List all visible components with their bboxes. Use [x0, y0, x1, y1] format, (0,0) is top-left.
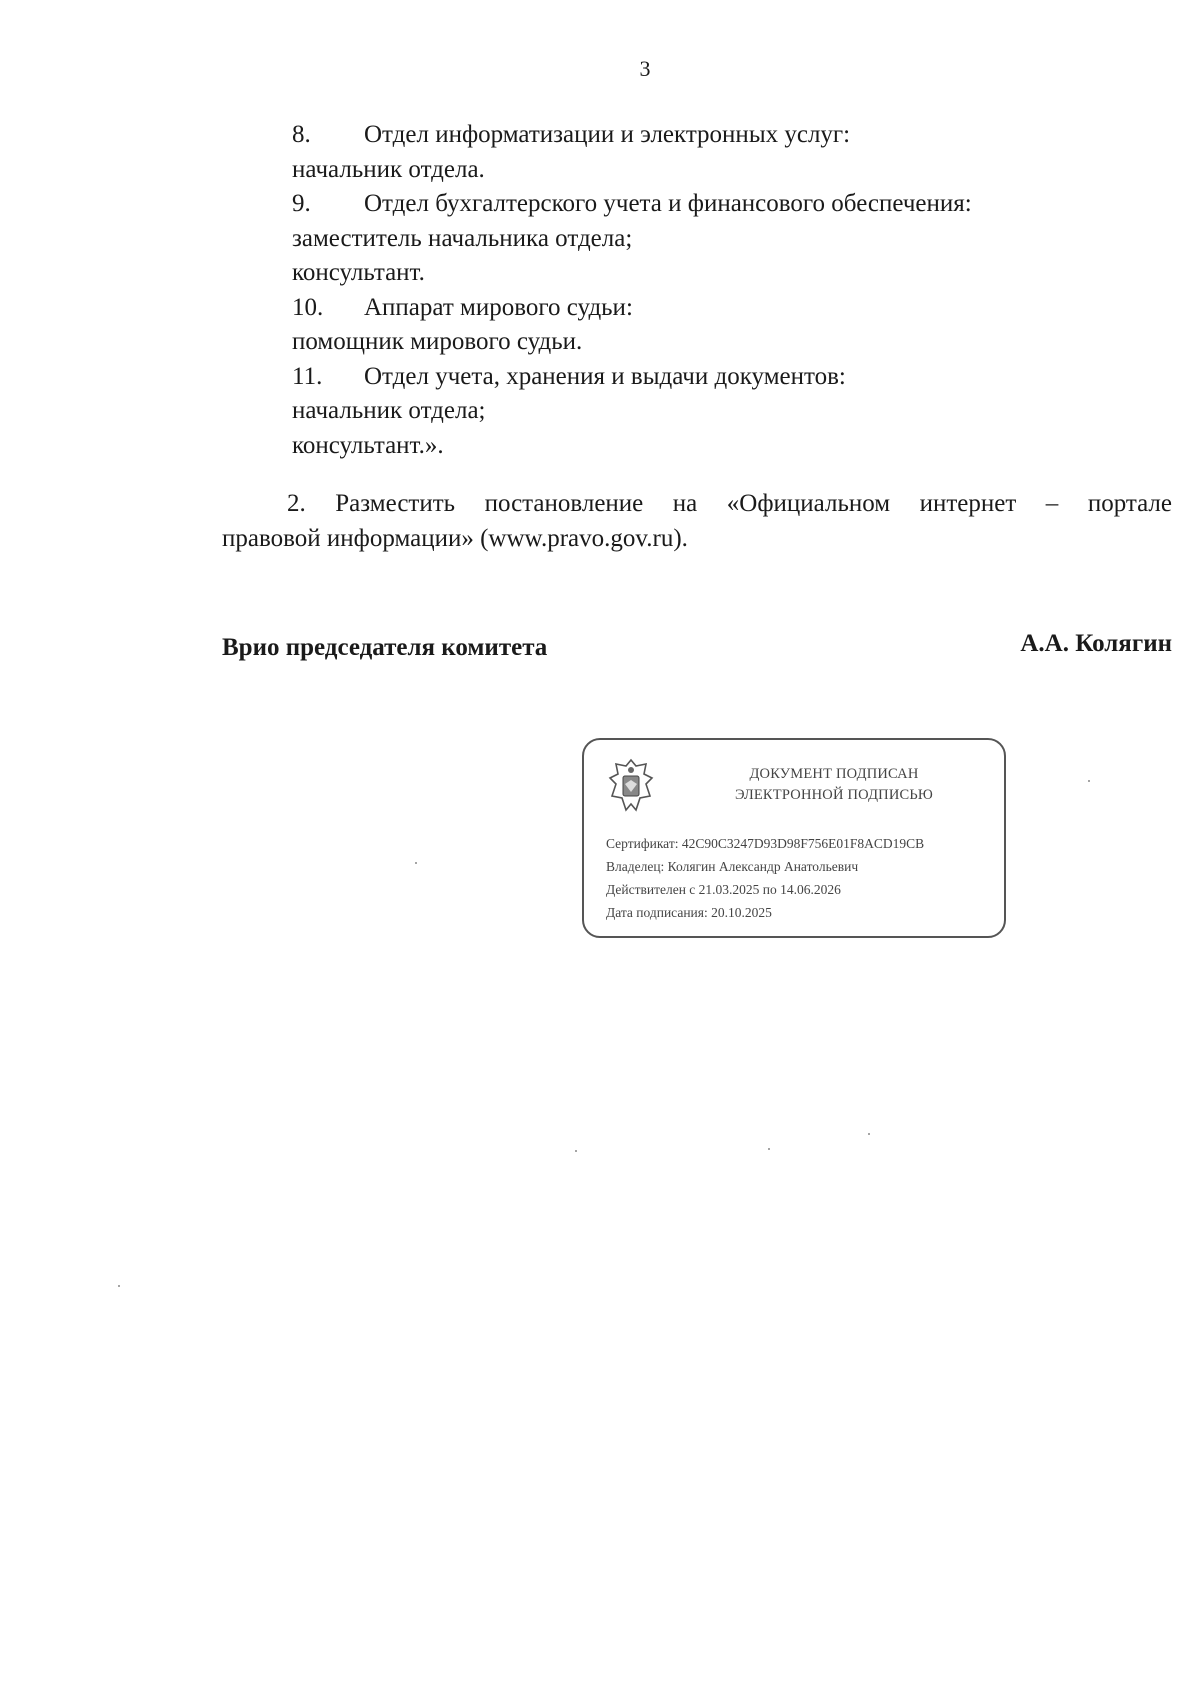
list-item [292, 118, 972, 153]
signatory-name: А.А. Колягин [1020, 630, 1172, 657]
publication-paragraph [222, 486, 1172, 556]
position-list [292, 118, 972, 463]
list-item-text: Отдел информатизации и электронных услуг: [364, 121, 851, 148]
scan-speck [1088, 780, 1090, 782]
list-item-text: Отдел бухгалтерского учета и финансового обеспечения: [364, 190, 972, 217]
scan-speck [118, 1285, 120, 1287]
list-item [292, 187, 972, 222]
paragraph-line: 2. Разместить постановление на «Официальном интернет – портале [287, 490, 1172, 517]
list-item-text: Отдел учета, хранения и выдачи документов: [364, 362, 846, 390]
list-item-number: 9. [292, 190, 311, 217]
scan-speck [768, 1148, 770, 1150]
list-item [292, 429, 972, 464]
certificate-number: Сертификат: 42C90C3247D93D98F756E01F8ACD19CB [606, 836, 925, 851]
scan-speck [868, 1133, 870, 1135]
list-item-text: Аппарат мирового судьи: [364, 293, 633, 321]
list-item [292, 222, 972, 257]
list-item-text: консультант.». [292, 431, 444, 459]
list-item-text: начальник отдела. [292, 155, 485, 183]
list-item [292, 256, 972, 291]
stamp-title-line: ДОКУМЕНТ ПОДПИСАН [749, 766, 919, 782]
list-item-text: заместитель начальника отдела; [292, 224, 633, 252]
scan-speck [415, 862, 417, 864]
electronic-signature-stamp [582, 738, 1006, 938]
list-item [292, 153, 972, 188]
signatory-role: Врио председателя комитета [222, 634, 548, 661]
coat-of-arms-icon [606, 756, 656, 816]
certificate-owner: Владелец: Колягин Александр Анатольевич [606, 859, 859, 874]
list-item-text: начальник отдела; [292, 397, 486, 424]
paragraph-line: правовой информации» (www.pravo.gov.ru). [222, 525, 688, 552]
list-item-number: 10. [292, 293, 324, 321]
stamp-heading [684, 764, 984, 806]
list-item-number: 8. [292, 121, 311, 148]
list-item [292, 394, 972, 429]
stamp-title-line: ЭЛЕКТРОННОЙ ПОДПИСЬЮ [734, 787, 934, 803]
page-number: 3 [639, 56, 651, 81]
list-item-text: помощник мирового судьи. [292, 328, 583, 355]
signing-date: Дата подписания: 20.10.2025 [606, 905, 772, 920]
list-item [292, 291, 972, 326]
list-item-text: консультант. [292, 259, 425, 286]
list-item-number: 11. [292, 362, 323, 390]
list-item [292, 325, 972, 360]
certificate-validity: Действителен с 21.03.2025 по 14.06.2026 [606, 882, 841, 897]
scan-speck [575, 1150, 577, 1152]
stamp-details [606, 832, 924, 924]
list-item [292, 360, 972, 395]
